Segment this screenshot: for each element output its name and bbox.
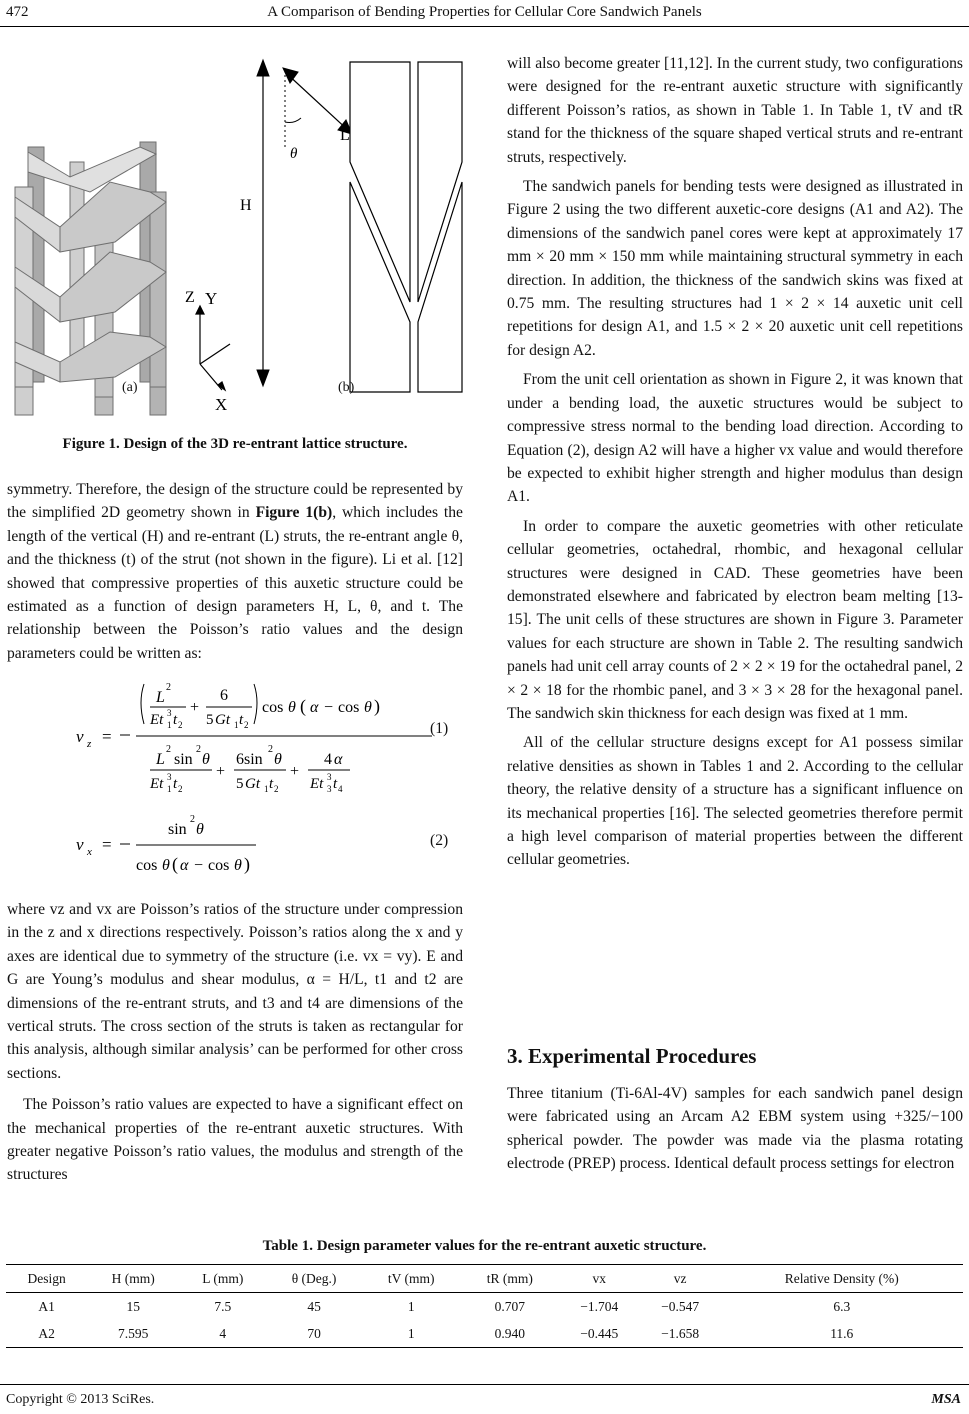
axis-x-label: X: [215, 395, 228, 414]
table-cell: −0.445: [580, 1325, 619, 1341]
table-cell: 11.6: [830, 1325, 854, 1341]
figure-1-label-b: (b): [338, 380, 355, 395]
svg-text:θ: θ: [162, 857, 170, 874]
table-cell: A2: [38, 1325, 55, 1341]
right-column-experimental: [507, 1082, 963, 1176]
svg-text:): ): [244, 854, 250, 874]
axis-z-label: Z: [185, 289, 195, 306]
svg-text:3: 3: [167, 708, 172, 718]
svg-text:cos: cos: [262, 699, 284, 716]
svg-text:v: v: [76, 727, 84, 746]
svg-text:2: 2: [190, 814, 195, 825]
figure-1-label-a: (a): [122, 380, 138, 395]
svg-text:Gt: Gt: [215, 712, 230, 728]
svg-text:v: v: [76, 835, 84, 854]
right-column: [507, 52, 963, 872]
page-number: 472: [6, 4, 29, 20]
svg-text:1: 1: [264, 784, 269, 794]
svg-text:2: 2: [178, 784, 183, 794]
journal-abbrev: MSA: [931, 1392, 961, 1407]
right-p6-text: Three titanium (Ti-6Al-4V) samples for each sandwich panel design were fabricated using an Arcam A2 EBM system using +325/−100 spherical powder. The powder was made via the plasma rotating electrode (PREP) process. Identical default process settings for electron: [507, 1085, 963, 1173]
right-p5-text: All of the cellular structure designs except for A1 possess similar relative densities as shown in Tables 1 and 2. According to the cellular theory, the relative density of a structure has a significant influence on its mechanical properties [16]. The selected geometries therefore permit a high level comparison of material properties between the different cellular geometries.: [507, 734, 963, 869]
svg-text:4: 4: [324, 751, 332, 768]
svg-text:6: 6: [220, 687, 228, 704]
svg-text:Et: Et: [310, 776, 324, 792]
svg-text:cos: cos: [136, 857, 158, 874]
left-p1-text: symmetry. Therefore, the design of the structure could be represented by the simplified 2D geometry shown in: [7, 481, 463, 522]
svg-text:2: 2: [244, 720, 249, 730]
svg-text:+: +: [190, 699, 200, 716]
svg-text:2: 2: [274, 784, 279, 794]
table-cell: 0.707: [494, 1298, 526, 1314]
svg-text:3: 3: [327, 784, 332, 794]
coordinate-axes: [196, 306, 230, 390]
page-header: [0, 0, 969, 28]
equation-1-number: (1): [430, 720, 449, 737]
svg-text:6sin: 6sin: [236, 751, 263, 768]
left-p1-figure-ref: Figure 1(b): [255, 504, 333, 522]
svg-text:2: 2: [268, 744, 273, 755]
table-cell: −1.704: [580, 1298, 619, 1314]
equation-2-number: (2): [430, 832, 449, 849]
table-header-row: [6, 1265, 963, 1293]
table-cell: A1: [38, 1298, 55, 1314]
th-theta: θ (Deg.): [291, 1270, 337, 1286]
svg-text:cos: cos: [208, 857, 230, 874]
svg-text:t: t: [333, 776, 338, 792]
svg-text:L: L: [156, 689, 165, 706]
angle-label: θ: [290, 146, 298, 162]
svg-text:−: −: [194, 857, 204, 874]
svg-text:t: t: [239, 712, 244, 728]
svg-text:Et: Et: [150, 776, 164, 792]
equation-2: [60, 810, 460, 880]
dim-l-label: L: [340, 127, 350, 144]
left-column-paragraph-2: [7, 898, 463, 1187]
svg-text:x: x: [87, 846, 92, 858]
figure-1-drawing: [0, 52, 470, 422]
left-column-paragraph-1: [7, 478, 463, 665]
svg-text:Gt: Gt: [245, 776, 260, 792]
copyright: Copyright © 2013 SciRes.: [6, 1392, 155, 1407]
figure-1: [0, 52, 470, 422]
svg-text:2: 2: [166, 744, 171, 755]
svg-text:3: 3: [327, 772, 332, 782]
th-h: H (mm): [111, 1270, 155, 1286]
table-cell: 15: [126, 1298, 140, 1314]
svg-text:sin: sin: [174, 751, 193, 768]
svg-text:1: 1: [167, 720, 172, 730]
svg-text:−: −: [324, 699, 334, 716]
svg-text:+: +: [290, 763, 300, 780]
svg-text:t: t: [269, 776, 274, 792]
svg-text:α: α: [180, 857, 189, 874]
left-p1-rest: , which includes the length of the vertical (H) and re-entrant (L) struts, the re-entrant angle θ, and the thickness (t) of the strut (not shown in the figure). Li et al. [12] showed that compressive properties of this auxetic structure could be estimated as a function of design parameters H, L, θ, and t. The relationship between the Poisson’s ratio values and the design parameters could be written as:: [7, 504, 463, 662]
svg-text:Et: Et: [150, 712, 164, 728]
th-vx: vx: [592, 1270, 607, 1286]
right-p4-text: In order to compare the auxetic geometries with other reticulate cellular geometries, octahedral, rhombic, and hexagonal cellular structures were designed in CAD. These geometries have been demonstrated elsewhere and fabricated by electron beam melting [13-15]. The unit cells of these structures are shown in Figure 3. Parameter values for each structure are shown in Table 2. The resulting sandwich panels had unit cell array counts of 2 × 2 × 19 for the octahedral panel, 2 × 2 × 18 for the rhombic panel, and 3 × 3 × 28 for the hexagonal panel. The sandwich skin thickness for each design was fixed at 1 mm.: [507, 517, 963, 722]
svg-text:θ: θ: [196, 821, 204, 838]
table-cell: −1.658: [661, 1325, 700, 1341]
svg-text:(: (: [172, 854, 178, 874]
table-cell: 0.940: [494, 1325, 526, 1341]
table-cell: 45: [307, 1298, 321, 1314]
left-p2-text: where vz and vx are Poisson’s ratios of the structure under compression in the z and x directions respectively. Poisson’s ratios along the x and y axes are identical due to symmetry of the structure (i.e. vx = vy). E and G are Young’s modulus and shear modulus, α = H/L, t1 and t2 are dimensions of the re-entrant struts, and t3 and t4 are dimensions of the vertical struts. The cross section of the struts is taken as rectangular for this analysis, although similar analysis’ can be performed for other cross sections.: [7, 901, 463, 1082]
svg-text:z: z: [87, 738, 92, 750]
table-row: [6, 1293, 963, 1321]
left-p3-text: The Poisson’s ratio values are expected to have a significant effect on the mechanical properties of the re-entrant auxetic structures. With greater negative Poisson’s ratio values, the modulus and strength of the structures: [7, 1096, 463, 1184]
svg-text:sin: sin: [168, 821, 187, 838]
svg-text:α: α: [310, 699, 319, 716]
dim-h-label: H: [240, 197, 252, 214]
svg-text:=: =: [102, 727, 112, 746]
th-design: Design: [27, 1270, 66, 1286]
svg-text:2: 2: [196, 744, 201, 755]
svg-text:+: +: [216, 763, 226, 780]
section-title: 3. Experimental Procedures: [507, 1044, 757, 1068]
svg-text:t: t: [173, 712, 178, 728]
th-density: Relative Density (%): [784, 1270, 899, 1286]
svg-text:t: t: [173, 776, 178, 792]
axis-y-label: Y: [205, 289, 218, 308]
table-1: [6, 1264, 963, 1348]
geometry-2d: [257, 60, 462, 392]
table-cell: 4: [219, 1325, 227, 1341]
svg-text:θ: θ: [234, 857, 242, 874]
th-tv: tV (mm): [387, 1270, 435, 1286]
svg-text:): ): [374, 696, 380, 716]
right-p3-text: From the unit cell orientation as shown in Figure 2, it was known that under a bending load, the auxetic structures would be subject to compressive stress normal to the bending load direction. According to Equation (2), design A2 will have a higher vx value and would therefore be expected to exhibit higher strength and higher modulus than design A1.: [507, 371, 963, 506]
lattice-3d-model: [15, 142, 166, 415]
running-title: A Comparison of Bending Properties for Cellular Core Sandwich Panels: [267, 4, 702, 20]
svg-text:(: (: [300, 696, 306, 716]
table-cell: 1: [407, 1298, 415, 1314]
svg-text:θ: θ: [288, 699, 296, 716]
table-cell: 1: [407, 1325, 415, 1341]
table-cell: 7.595: [118, 1325, 149, 1341]
svg-text:cos: cos: [338, 699, 360, 716]
table-row: [6, 1320, 963, 1348]
th-tr: tR (mm): [486, 1270, 533, 1286]
svg-text:=: =: [102, 835, 112, 854]
th-l: L (mm): [202, 1270, 244, 1286]
table-cell: 70: [307, 1325, 321, 1341]
table-cell: −0.547: [661, 1298, 700, 1314]
svg-text:4: 4: [338, 784, 343, 794]
header-rule: [0, 26, 969, 27]
svg-text:θ: θ: [364, 699, 372, 716]
svg-text:1: 1: [167, 784, 172, 794]
svg-text:1: 1: [234, 720, 239, 730]
right-p2-text: The sandwich panels for bending tests were designed as illustrated in Figure 2 using the two different auxetic-core designs (A1 and A2). The dimensions of the sandwich panel cores were kept at approximately 17 mm × 20 mm × 150 mm while maintaining structural symmetry in each direction. In addition, the thickness of the sandwich skins was fixed at 0.75 mm. The resulting structures had 1 × 2 × 14 auxetic unit cell repetitions for design A1, and 1.5 × 2 × 20 auxetic unit cell repetitions for design A2.: [507, 178, 963, 359]
table-1-caption: Table 1. Design parameter values for the re-entrant auxetic structure.: [262, 1238, 707, 1254]
svg-text:2: 2: [166, 682, 171, 693]
svg-text:5: 5: [206, 712, 214, 728]
right-p1-text: will also become greater [11,12]. In the current study, two configurations were designed for the re-entrant auxetic structure with significantly different Poisson’s ratios, as shown in Table 1. In Table 1, tV and tR stand for the thickness of the square shaped vertical struts and re-entrant struts, respectively.: [507, 55, 963, 166]
th-vz: vz: [673, 1270, 687, 1286]
svg-text:L: L: [156, 751, 165, 768]
svg-text:θ: θ: [202, 751, 210, 768]
svg-text:3: 3: [167, 772, 172, 782]
svg-text:5: 5: [236, 776, 244, 792]
equation-1: [60, 672, 460, 802]
svg-text:θ: θ: [274, 751, 282, 768]
figure-1-caption: Figure 1. Design of the 3D re-entrant lattice structure.: [62, 436, 408, 452]
table-cell: 7.5: [214, 1298, 232, 1314]
footer-rule: [0, 1384, 969, 1385]
svg-text:α: α: [334, 751, 343, 768]
table-cell: 6.3: [833, 1298, 851, 1314]
svg-text:2: 2: [178, 720, 183, 730]
